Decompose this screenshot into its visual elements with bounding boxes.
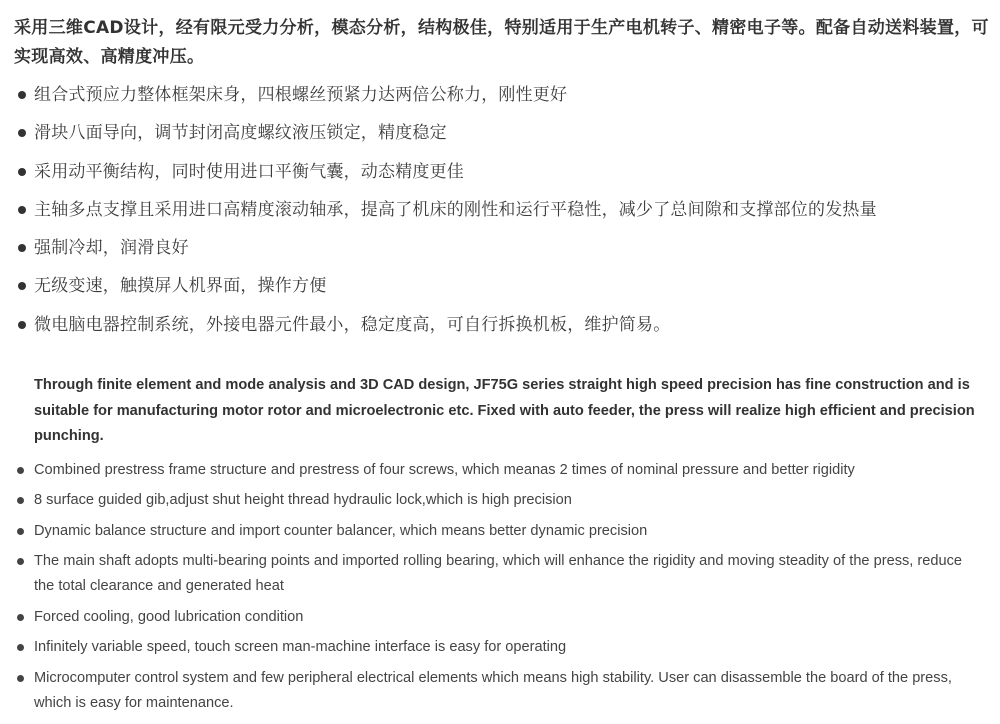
bullet-icon (18, 321, 26, 329)
english-feature-item (16, 488, 986, 513)
chinese-feature-item (14, 273, 989, 311)
bullet-icon (17, 528, 24, 535)
english-description-section (16, 373, 986, 721)
english-feature-item (16, 635, 986, 660)
english-feature-item (16, 666, 986, 716)
english-feature-text: Infinitely variable speed, touch screen man-machine interface is easy for operating (34, 639, 567, 655)
bullet-icon (18, 244, 26, 252)
english-feature-text: Microcomputer control system and few peripheral electrical elements which means high stability. User can disassemble the board of the press, which is easy for maintenance. (34, 669, 952, 711)
chinese-feature-item (14, 120, 989, 158)
bullet-icon (17, 644, 24, 651)
bullet-icon (17, 467, 24, 474)
chinese-feature-text: 微电脑电器控制系统，外接电器元件最小，稳定度高，可自行拆换机板，维护简易。 (34, 314, 671, 335)
english-feature-item (16, 458, 986, 483)
chinese-feature-text: 采用动平衡结构，同时使用进口平衡气囊，动态精度更佳 (34, 161, 464, 182)
chinese-description-section (14, 14, 989, 350)
chinese-feature-item (14, 235, 989, 273)
chinese-feature-item (14, 312, 989, 350)
bullet-icon (18, 206, 26, 214)
english-feature-text: Forced cooling, good lubrication condition (34, 608, 304, 625)
bullet-icon (18, 282, 26, 290)
english-feature-text: Dynamic balance structure and import counter balancer, which means better dynamic precision (34, 522, 648, 539)
chinese-feature-list (14, 82, 989, 350)
chinese-feature-text: 组合式预应力整体框架床身，四根螺丝预紧力达两倍公称力，刚性更好 (34, 85, 568, 105)
english-feature-text: Combined prestress frame structure and prestress of four screws, which meanas 2 times of nominal pressure and better rigidity (34, 461, 855, 478)
chinese-feature-text: 滑块八面导向，调节封闭高度螺纹液压锁定，精度稳定 (34, 123, 447, 144)
bullet-icon (17, 497, 24, 504)
chinese-feature-item (14, 197, 989, 235)
bullet-icon (18, 168, 26, 176)
english-feature-list (16, 458, 986, 716)
bullet-icon (17, 675, 24, 682)
chinese-feature-text: 强制冷却，润滑良好 (34, 238, 189, 259)
chinese-feature-text: 无级变速，触摸屏人机界面，操作方便 (34, 276, 327, 297)
bullet-icon (18, 91, 26, 99)
bullet-icon (18, 129, 26, 137)
chinese-feature-text: 主轴多点支撑且采用进口高精度滚动轴承，提高了机床的刚性和运行平稳性，减少了总间隙和支撑部位的发热量 (34, 199, 877, 220)
english-intro-paragraph: Through finite element and mode analysis and 3D CAD design, JF75G series straight high speed precision has fine construction and is suitable for manufacturing motor rotor and microelectronic etc. Fixed with auto feeder, the press will realize high efficient and precision punching. (34, 377, 975, 444)
chinese-feature-item (14, 82, 989, 120)
english-feature-text: 8 surface guided gib,adjust shut height thread hydraulic lock,which is high precision (34, 492, 572, 508)
bullet-icon (17, 558, 24, 565)
english-feature-item (16, 549, 986, 599)
english-feature-text: The main shaft adopts multi-bearing points and imported rolling bearing, which will enhance the rigidity and moving steadity of the press, reduce the total clearance and generated heat (34, 553, 963, 594)
bullet-icon (17, 614, 24, 621)
english-feature-item (16, 605, 986, 630)
chinese-intro-paragraph: 采用三维CAD设计，经有限元受力分析，模态分析，结构极佳，特别适用于生产电机转子、精密电子等。配备自动送料装置，可实现高效、高精度冲压。 (14, 18, 989, 67)
english-feature-item (16, 519, 986, 544)
chinese-feature-item (14, 159, 989, 197)
